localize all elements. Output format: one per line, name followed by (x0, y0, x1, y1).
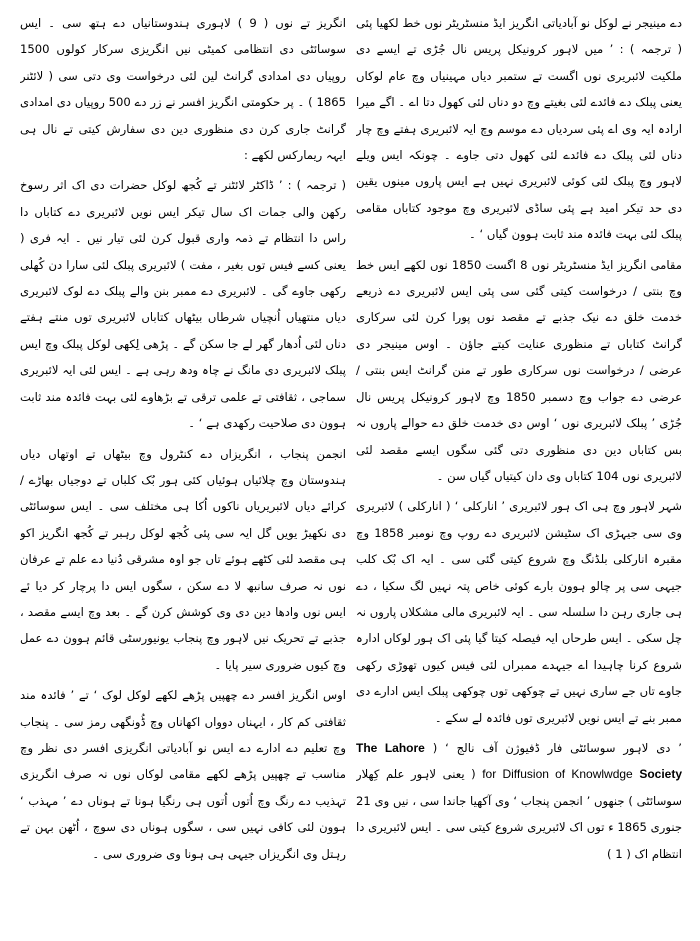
column-divider (349, 8, 350, 933)
left-column (20, 10, 346, 930)
paragraph-officer-remarks: اوس انگریز افسر دے چھپیں پڑھے لکھے لوکل لوک ‘ تے ’ فائدہ مند ثقافتی کم کار ، ایہناں دوواں اکھاناں وچ ڈُونگھی رمز سی ۔ پنجاب وچ تعلیم دے ادارے دے ایس نو آبادیاتی انگریزی افسر دی نظر وچ مناسب تے چھپیں پڑھے لکھے مقامی لوکاں نوں نہ صرف انگریزی تہذیب دے رنگ وچ اُتوں اُتوں ہی رنگیا ہونا تے ہوناں دے ’ مہذب ‘ ہوون لئی کافی نہیں سی ، سگوں ہوناں دی سوچ ، اُٹھن بہن تے رہتل وی انگریزاں جیہی ہی ہونا وی ضروری سی ۔ (20, 688, 346, 861)
paragraph-anarkali-library: شہر لاہور وچ ہی اک ہور لائبریری ’ انارکلی ‘ ( انارکلی ) لائبریری وی سی جیہڑی اک سٹیشن لائبریری دے روپ وچ نومبر 1858 وچ مقبرہ انارکلی بلڈنگ وچ شروع کیتی گئی سی ۔ ایہ اک بُک کلب جیہی سی پر چالو ہوون بارے کوئی خاص پتہ نہیں لگ سکیا ، دے ہی جاری رہن دا سلسلہ سی ۔ ایہ لائبریری مالی مشکلاں پاروں نہ چل سکی ۔ ایس طرحاں ایہ فیصلہ کیتا گیا پئی اک ہور لوکاں ادارہ شروع کرنا چاہیدا اے جیہدے ممبراں لئی فیس کیوں تھوڑی رکھی جاوے تاں جے ساری نہیں تے چوکھی توں چوکھی پبلک ایس ادارے دی ممبر بنے تے ایس نویں لائبریری توں فائدہ لے سکے ۔ (356, 499, 682, 725)
society-rest-text: جنھوں ’ انجمن پنجاب ‘ وی آکھیا جاندا سی ، نیں وی 21 جنوری 1865 ء توں اک لائبریری شروع کیتی سی ۔ ایس لائبریری دا انتظام اک ( 1 ) (356, 793, 682, 861)
paragraph-anjuman-punjab: انجمن پنجاب ، انگریزاں دے کنٹرول وچ بیٹھاں تے اوتھاں دیاں ہندوستان وچ چلائیاں ہوئیاں کئی ہور بُک کلباں تے دوجیاں بھاڑے / کرائے دیاں لائبریریاں ناکوں اُکا ہی مختلف سی ۔ ایس سوسائٹی دی نکھیڑ یویں گل ایہ سی پئی کُجھ لوکل رہبر تے کُجھ انگریز اکو ہی مقصد لئی کٹھے ہوئے تاں جو اوہ مشرقی دُنیا دے علم تے عرفان نوں نہ صرف سانبھ لا دے سکن ، سگوں ایس دا پرچار کر دیا ئے ایس نوں وادھا دین دی وی کوشش کرن گے ۔ بعد وچ ایسے مقصد ، جذبے تے تحریک نیں لاہور وچ پنجاب یونیورسٹی قائم ہوون دے عمل وچ کیوں ضروری سیر پایا ۔ (20, 446, 346, 672)
society-name-english-cont: for Diffusion of Knowlwdge (482, 767, 633, 782)
paragraph-leitner-quote: ( ترجمہ ) : ’ ڈاکٹر لائٹنر تے کُجھ لوکل حضرات دی اک اثر رسوخ رکھن والی جمات اک سال تیکر ایس نویں لائبریری دے کتاباں دا راس دا انتظام تے ذمہ واری قبول کرن لئی تیار نیں ۔ ایہ فری ( یعنی کسے فیس توں بغیر ، مفت ) لائبریری پبلک لئی سارا دن کُھلی رکھی جاوے گی ۔ لائبریری دے ممبر بنن والے پبلک دے لوک لائبریری دیاں منتھیاں اُنچیاں شرطاں بیٹھاں کتاباں لائبریری توں منتے ہفتے دناں لئی اُدھار گھر لے جا سکن گے ۔ پڑھی لِکھی لوکل پبلک وچ ایس پبلک لائبریری دی مانگ نے چاہ ودھ رہی ہے ۔ ایس لئی ایہ لائبریری سماجی ، ثقافتی تے علمی ترقی تے بڑھاوے لئی بہت فائدہ مند ثابت ہوون دی صلاحیت رکھدی ہے ‘ ۔ (20, 178, 346, 431)
paragraph-society-committee: انگریز تے نوں ( 9 ) لاہوری ہندوستانیاں دے ہتھ سی ۔ ایس سوسائٹی دی انتظامی کمیٹی نیں انگریزی سرکار کولوں 1500 روپیاں دی امدادی گرانٹ لین لئی درخواست وی دتی سی ( لائٹنر 1865 ) ۔ پر حکومتی انگریز افسر نے زر دے 500 روپیاں دی امدادی گرانٹ جاری کرن دی منظوری دین دی سفارش کیتی تے نال ہی ایہہ ریمارکس لکھے : (20, 16, 346, 163)
paragraph-lahore-society (356, 735, 682, 867)
society-name-english: The Lahore Society (356, 740, 682, 782)
paragraph-administrator-grant: مقامی انگریز ایڈ منسٹریٹر نوں 8 اگست 1850 نوں لکھے ایس خط وچ بنتی / درخواست کیتی گئی سی پئی ایس لائبریری دے ذریعے خدمت خلق دے نیک جذبے تے مقصد نوں پورا کرن لئی سرکاری گرانٹ کتاباں تے منظوری عنایت کیتے جاؤن ۔ اوس مینیجر دی عرضی / درخواست نوں سرکاری طور تے منن گرانٹ ایس بنتی / عرضی دے جواب وچ دسمبر 1850 وچ لاہور کرونیکل پریس نال جُڑی ’ پبلک لائبریری نوں ‘ اوس دی خدمت خلق دے حوالے پاروں نہ بس کتاباں دین دی منظوری دتی گئی سگوں ایسے مقصد لئی لائبریری نوں 104 کتاباں وی دان کیتیاں گیاں سن ۔ (356, 257, 682, 483)
society-intro-text: ’ دی لاہور سوسائٹی فار ڈفیوژن آف نالج ‘ ( (432, 740, 682, 755)
right-column (356, 10, 682, 930)
society-name-urdu: ( یعنی لاہور علم کِھلار سوسائٹی ) (356, 767, 682, 808)
paragraph-manager-letter: دے مینیجر نے لوکل نو آبادیاتی انگریز ایڈ منسٹریٹر نوں خط لکھیا پئی ( ترجمہ ) : ’ میں لاہور کرونیکل پریس نال جُڑی تے ایسے دی ملکیت لائبریری نوں اگست تے ستمبر دیاں مہینیاں وچ عام لوکاں یعنی پبلک دے فائدے لئی بغیتے وچ دو دناں لئی کھول دتا اے ۔ اگے میرا ارادہ ایہ وی اے پئی سردیاں دے موسم وچ ایہ لائبریری ہفتے وچ چار دناں لئی پبلک دے فائدے لئی کھول دتی جاوے ۔ چونکہ ایس ویلے لاہور وچ پبلک لئی کوئی لائبریری نہیں ہے ایس پاروں مینوں یقین دی حد تیکر امید ہے پئی ساڈی لائبریری وچ موجود کتاباں مقامی پبلک لئی بہت فائدہ مند ثابت ہوون گیاں ‘ ۔ (356, 16, 682, 242)
